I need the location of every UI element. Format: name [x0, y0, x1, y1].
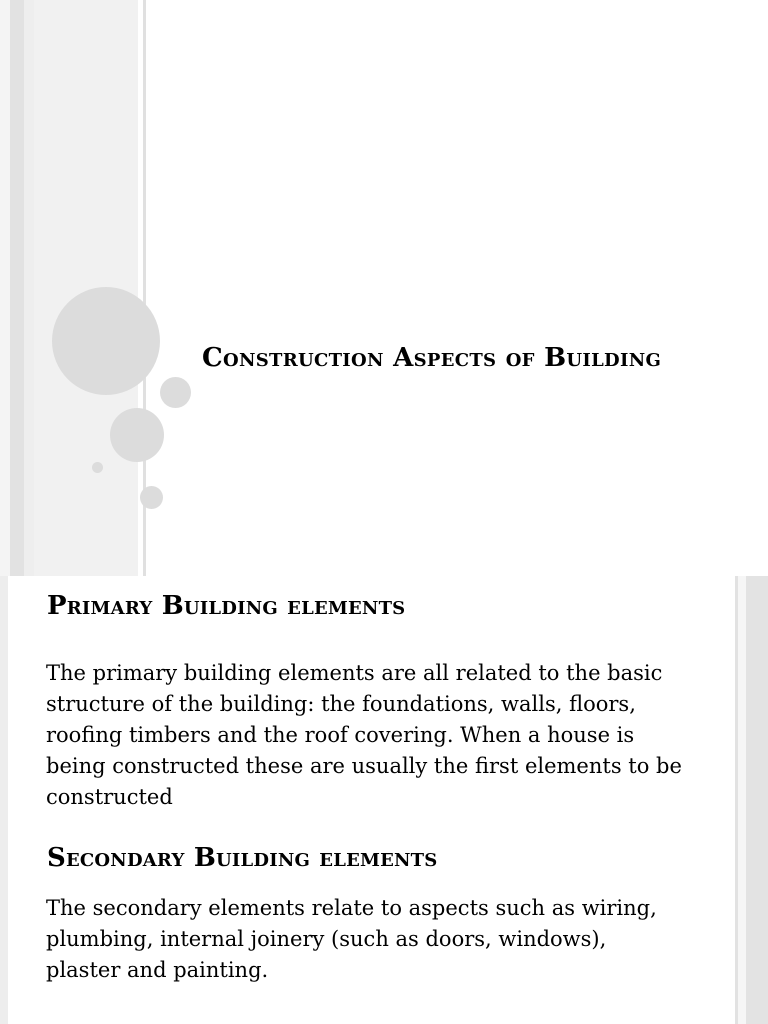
content-slide	[0, 576, 768, 1024]
decorative-band	[746, 576, 768, 1024]
decorative-band	[34, 0, 138, 576]
section-heading-primary: Primary Building elements	[47, 591, 406, 621]
slide-edge-band	[0, 576, 8, 1024]
decorative-circle-large	[52, 287, 160, 395]
decorative-circle-small	[140, 486, 163, 509]
decorative-circle-small	[160, 377, 191, 408]
decorative-circle-tiny	[92, 462, 103, 473]
slide-title: Construction Aspects of Building	[202, 343, 662, 373]
decorative-band	[10, 0, 24, 576]
decorative-circle-medium	[110, 408, 164, 462]
decorative-band	[738, 576, 746, 1024]
slide-edge-band	[0, 0, 10, 576]
section-body-primary: The primary building elements are all related to the basic structure of the building: the foundations, walls, floors, roofing timbers and the roof covering. When a house is being constructed these are usually the first elements to be constructed	[46, 661, 682, 809]
section-heading-secondary: Secondary Building elements	[47, 843, 438, 873]
section-body-secondary: The secondary elements relate to aspects such as wiring, plumbing, internal joinery (such as doors, windows), plaster and painting.	[46, 896, 657, 982]
decorative-band	[24, 0, 34, 576]
